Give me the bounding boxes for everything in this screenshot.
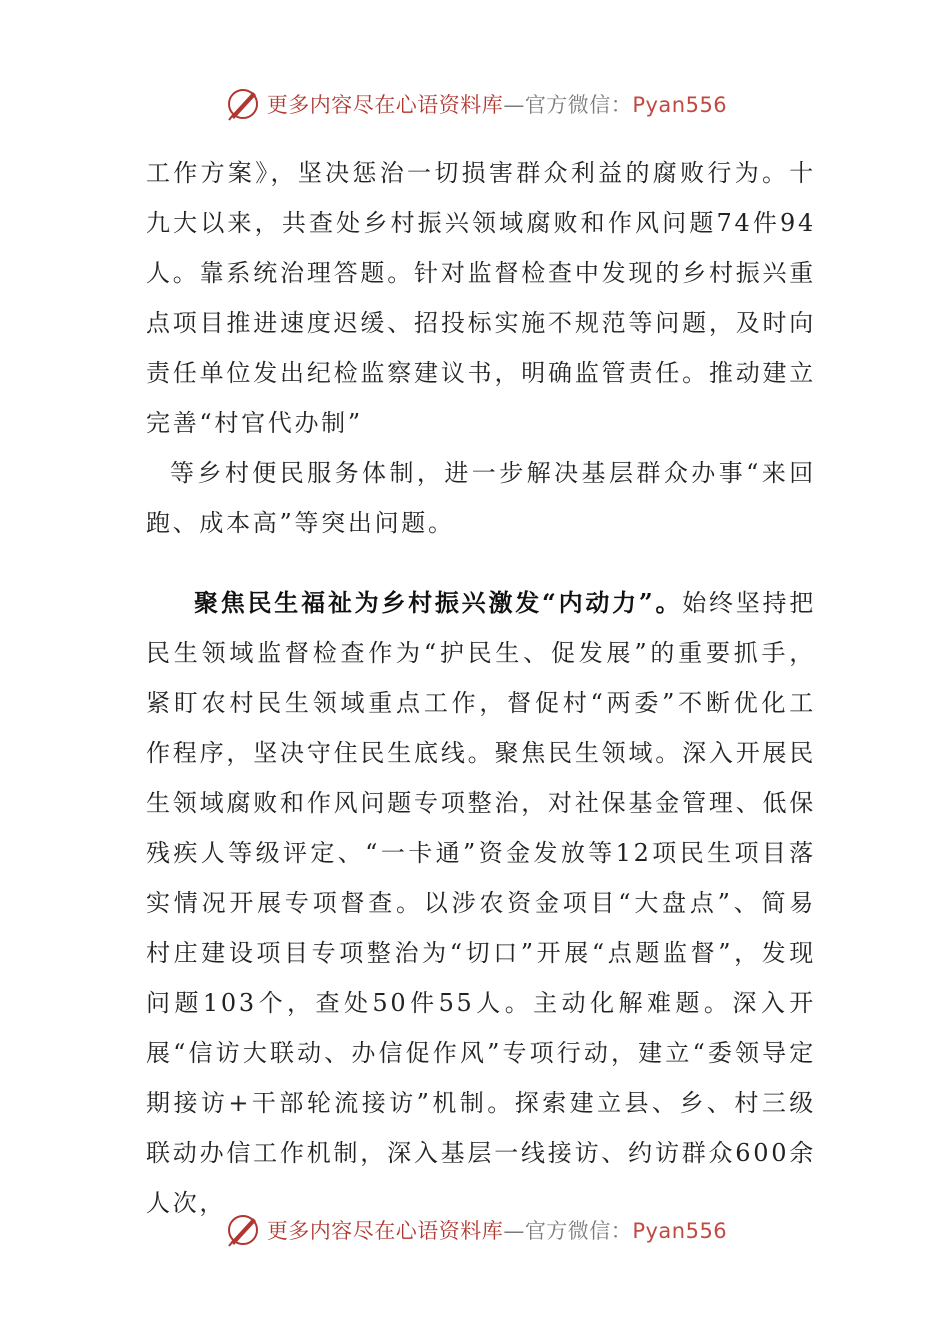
paragraph-3-heading: 聚焦民生福祉为乡村振兴激发“内动力”。	[194, 588, 683, 617]
quill-logo-icon	[223, 1210, 263, 1250]
banner-wechat-label: 官方微信：	[524, 93, 633, 117]
banner-main-text: 更多内容尽在心语资料库	[266, 1219, 504, 1243]
paragraph-3-body: 始终坚持把民生领域监督检查作为“护民生、促发展”的重要抓手，紧盯农村民生领域重点工作，督促村“两委”不断优化工作程序，坚决守住民生底线。聚焦民生领域。深入开展民生领域腐败和作风问题专项整治，对社保基金管理、低保残疾人等级评定、“一卡通”资金发放等12项民生项目落实情况开展专项督查。以涉农资金项目“大盘点”、简易村庄建设项目专项整治为“切口”开展“点题监督”，发现问题103个，查处50件55人。主动化解难题。深入开展“信访大联动、办信促作风”专项行动，建立“委领导定期接访+干部轮流接访”机制。探索建立县、乡、村三级联动办信工作机制，深入基层一线接访、约访群众600余人次，	[146, 589, 816, 1217]
paragraph-1: 工作方案》，坚决惩治一切损害群众利益的腐败行为。十九大以来，共查处乡村振兴领域腐败和作风问题74件94人。靠系统治理答题。针对监督检查中发现的乡村振兴重点项目推进速度迟缓、招投标实施不规范等问题，及时向责任单位发出纪检监察建议书，明确监管责任。推动建立完善“村官代办制”	[146, 159, 816, 437]
paragraph-3	[146, 578, 816, 1228]
header-banner	[0, 84, 950, 124]
banner-main-text: 更多内容尽在心语资料库	[266, 93, 504, 117]
banner-wechat-id: Pyan556	[632, 93, 728, 117]
header-banner-text	[267, 89, 727, 119]
banner-separator: —	[503, 93, 525, 117]
banner-wechat-id: Pyan556	[632, 1219, 728, 1243]
footer-banner	[0, 1210, 950, 1250]
banner-separator: —	[503, 1219, 525, 1243]
banner-wechat-label: 官方微信：	[524, 1219, 633, 1243]
paragraph-2: 等乡村便民服务体制，进一步解决基层群众办事“来回跑、成本高”等突出问题。	[146, 459, 816, 537]
quill-logo-icon	[223, 84, 263, 124]
footer-banner-text	[267, 1215, 727, 1245]
document-body	[146, 148, 816, 1228]
